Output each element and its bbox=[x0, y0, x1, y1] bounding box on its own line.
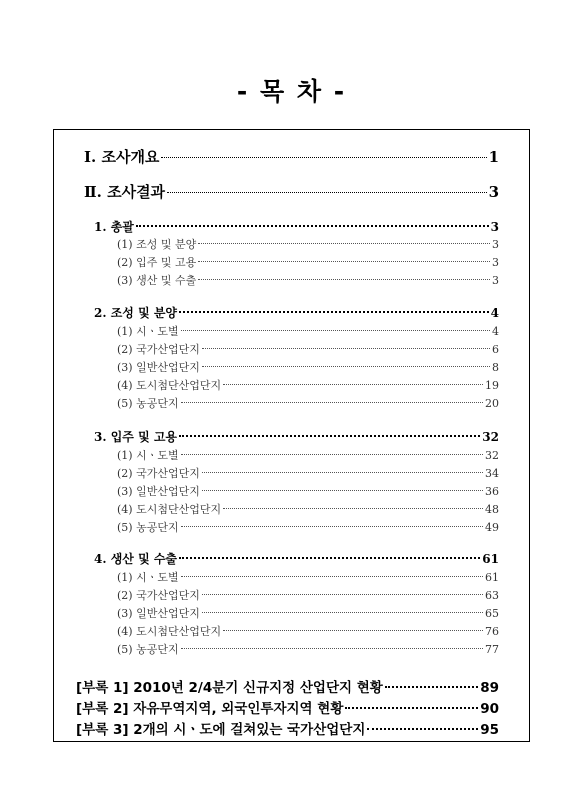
leader-dots bbox=[181, 576, 483, 577]
toc-page-number: 36 bbox=[485, 485, 499, 498]
leader-dots bbox=[167, 192, 487, 193]
leader-dots bbox=[161, 157, 486, 158]
toc-item-label: (5) 농공단지 bbox=[117, 397, 179, 410]
toc-item[interactable] bbox=[117, 605, 499, 621]
toc-chapter-label: Ⅰ. 조사개요 bbox=[84, 148, 160, 166]
leader-dots bbox=[136, 225, 489, 227]
toc-page-number: 4 bbox=[492, 325, 499, 338]
toc-page-number: 3 bbox=[492, 274, 499, 287]
toc-item-label: (3) 생산 및 수출 bbox=[117, 274, 197, 287]
leader-dots bbox=[223, 630, 483, 631]
toc-page-number: 3 bbox=[492, 238, 499, 251]
leader-dots bbox=[202, 594, 483, 595]
leader-dots bbox=[181, 648, 483, 649]
toc-appendix-label: [부록 3] 2개의 시ㆍ도에 걸쳐있는 국가산업단지 bbox=[76, 722, 366, 738]
toc-item[interactable] bbox=[117, 623, 499, 639]
toc-section-label: 2. 조성 및 분양 bbox=[94, 306, 178, 320]
toc-page-number: 48 bbox=[485, 503, 499, 516]
toc-page-number: 32 bbox=[485, 449, 499, 462]
toc-item-label: (4) 도시첨단산업단지 bbox=[117, 379, 222, 392]
toc-page-number: 4 bbox=[490, 306, 499, 320]
toc-chapter-label: Ⅱ. 조사결과 bbox=[84, 183, 166, 201]
toc-page-number: 3 bbox=[490, 220, 499, 234]
toc-page-number: 3 bbox=[492, 256, 499, 269]
toc-item-label: (2) 입주 및 고용 bbox=[117, 256, 197, 269]
toc-item-label: (1) 시ㆍ도별 bbox=[117, 449, 179, 462]
toc-section-2[interactable] bbox=[94, 304, 499, 321]
toc-page-number: 76 bbox=[485, 625, 499, 638]
toc-page-number: 3 bbox=[488, 183, 499, 201]
toc-box bbox=[53, 129, 530, 742]
toc-page-number: 95 bbox=[480, 722, 499, 738]
toc-item[interactable] bbox=[117, 323, 499, 339]
toc-page-number: 89 bbox=[480, 680, 499, 696]
leader-dots bbox=[181, 526, 483, 527]
toc-page-number: 6 bbox=[492, 343, 499, 356]
toc-item-label: (4) 도시첨단산업단지 bbox=[117, 625, 222, 638]
toc-page-number: 34 bbox=[485, 467, 499, 480]
leader-dots bbox=[223, 508, 483, 509]
leader-dots bbox=[179, 435, 480, 437]
toc-appendix-3[interactable] bbox=[76, 718, 499, 738]
toc-item[interactable] bbox=[117, 569, 499, 585]
toc-chapter-1[interactable] bbox=[84, 146, 499, 167]
toc-item[interactable] bbox=[117, 236, 499, 252]
toc-item-label: (5) 농공단지 bbox=[117, 521, 179, 534]
toc-section-label: 1. 총괄 bbox=[94, 220, 134, 234]
leader-dots bbox=[202, 490, 483, 491]
leader-dots bbox=[179, 557, 480, 559]
toc-page-number: 19 bbox=[485, 379, 499, 392]
toc-appendix-label: [부록 2] 자유무역지역, 외국인투자지역 현황 bbox=[76, 701, 344, 717]
toc-item[interactable] bbox=[117, 641, 499, 657]
toc-item-label: (1) 시ㆍ도별 bbox=[117, 325, 179, 338]
toc-item-label: (2) 국가산업단지 bbox=[117, 343, 200, 356]
toc-page-number: 32 bbox=[482, 430, 499, 444]
leader-dots bbox=[198, 243, 490, 244]
toc-item[interactable] bbox=[117, 272, 499, 288]
toc-item[interactable] bbox=[117, 587, 499, 603]
toc-section-1[interactable] bbox=[94, 218, 499, 235]
toc-page-number: 90 bbox=[480, 701, 499, 717]
toc-page-number: 49 bbox=[485, 521, 499, 534]
toc-item-label: (1) 시ㆍ도별 bbox=[117, 571, 179, 584]
toc-appendix-2[interactable] bbox=[76, 697, 499, 717]
leader-dots bbox=[181, 454, 483, 455]
toc-item-label: (1) 조성 및 분양 bbox=[117, 238, 197, 251]
toc-item-label: (2) 국가산업단지 bbox=[117, 589, 200, 602]
toc-page-number: 61 bbox=[485, 571, 499, 584]
toc-item-label: (4) 도시첨단산업단지 bbox=[117, 503, 222, 516]
toc-item-label: (2) 국가산업단지 bbox=[117, 467, 200, 480]
toc-item[interactable] bbox=[117, 447, 499, 463]
toc-item[interactable] bbox=[117, 519, 499, 535]
toc-section-label: 4. 생산 및 수출 bbox=[94, 552, 178, 566]
leader-dots bbox=[367, 728, 478, 730]
toc-page-number: 20 bbox=[485, 397, 499, 410]
toc-page-number: 77 bbox=[485, 643, 499, 656]
toc-item-label: (3) 일반산업단지 bbox=[117, 607, 200, 620]
leader-dots bbox=[198, 279, 490, 280]
toc-item-label: (3) 일반산업단지 bbox=[117, 485, 200, 498]
page-title: - 목 차 - bbox=[236, 77, 347, 106]
toc-page-number: 8 bbox=[492, 361, 499, 374]
leader-dots bbox=[179, 311, 489, 313]
leader-dots bbox=[223, 384, 483, 385]
toc-section-3[interactable] bbox=[94, 428, 499, 445]
leader-dots bbox=[198, 261, 490, 262]
toc-page-number: 1 bbox=[488, 148, 499, 166]
leader-dots bbox=[202, 348, 490, 349]
toc-page-number: 65 bbox=[485, 607, 499, 620]
leader-dots bbox=[385, 686, 478, 688]
toc-item[interactable] bbox=[117, 395, 499, 411]
toc-item[interactable] bbox=[117, 359, 499, 375]
toc-appendix-1[interactable] bbox=[76, 676, 499, 696]
toc-item[interactable] bbox=[117, 483, 499, 499]
toc-item-label: (5) 농공단지 bbox=[117, 643, 179, 656]
toc-item[interactable] bbox=[117, 501, 499, 517]
toc-item-label: (3) 일반산업단지 bbox=[117, 361, 200, 374]
toc-section-4[interactable] bbox=[94, 550, 499, 567]
leader-dots bbox=[181, 330, 490, 331]
toc-item[interactable] bbox=[117, 465, 499, 481]
leader-dots bbox=[202, 612, 483, 613]
toc-page-number: 63 bbox=[485, 589, 499, 602]
toc-page-number: 61 bbox=[482, 552, 499, 566]
leader-dots bbox=[181, 402, 483, 403]
toc-item[interactable] bbox=[117, 377, 499, 393]
toc-item[interactable] bbox=[117, 341, 499, 357]
leader-dots bbox=[345, 707, 478, 709]
toc-chapter-2[interactable] bbox=[84, 181, 499, 202]
leader-dots bbox=[202, 366, 490, 367]
toc-section-label: 3. 입주 및 고용 bbox=[94, 430, 178, 444]
toc-appendix-label: [부록 1] 2010년 2/4분기 신규지정 산업단지 현황 bbox=[76, 680, 383, 696]
toc-item[interactable] bbox=[117, 254, 499, 270]
leader-dots bbox=[202, 472, 483, 473]
